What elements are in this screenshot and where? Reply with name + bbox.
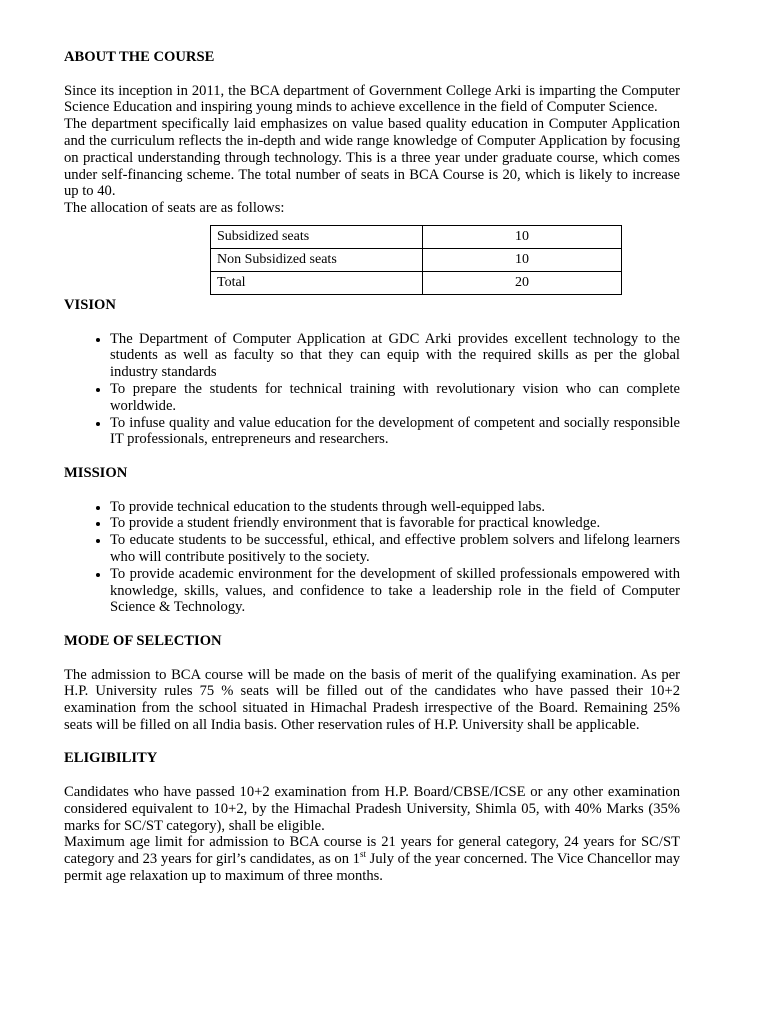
list-item: • To provide technical education to the students through well-equipped labs. — [110, 499, 680, 516]
document-content — [64, 49, 680, 885]
seat-type-cell: Total — [211, 271, 423, 294]
seat-count-cell: 20 — [423, 271, 622, 294]
age-limit-text-end: July of the year concerned. The Vice Chancellor may permit age relaxation up to maximum of three months. — [64, 851, 680, 885]
about-paragraph-2: The department specifically laid emphasizes on value based quality education in Computer Application and the curriculum reflects the in-depth and wide range knowledge of Computer Application by focusing on practical understanding through technology. This is a three year under graduate course, which comes under self-financing scheme. The total number of seats in BCA Course is 20, which is likely to increase up to 40. — [64, 116, 680, 200]
eligibility-heading: ELIGIBILITY — [64, 750, 158, 767]
selection-heading: MODE OF SELECTION — [64, 632, 222, 649]
seat-count-cell: 10 — [423, 248, 622, 271]
mission-list — [64, 499, 680, 617]
about-paragraph-3: The allocation of seats are as follows: — [64, 200, 285, 217]
list-item: • To educate students to be successful, ethical, and effective problem solvers and lifelong learners who will contribute positively to the society. — [110, 532, 680, 566]
selection-paragraph: The admission to BCA course will be made on the basis of merit of the qualifying examination. As per H.P. University rules 75 % seats will be filled out of the candidates who have passed their 10+2 examination from the school situated in Himachal Pradesh irrespective of the Board. Remaining 25% seats will be filled on all India basis. Other reservation rules of H.P. University shall be applicable. — [64, 666, 680, 733]
eligibility-paragraph-1: Candidates who have passed 10+2 examination from H.P. Board/CBSE/ICSE or any other examination considered equivalent to 10+2, by the Himachal Pradesh University, Shimla 05, with 40% Marks (35% marks for SC/ST category), shall be eligible. — [64, 784, 680, 834]
vision-list — [64, 331, 680, 449]
table-row — [211, 248, 622, 271]
age-limit-text: Maximum age limit for admission to BCA course is 21 years for general category, 24 years for SC/ST category and 23 years for girl’s candidates, as on 1 — [64, 834, 680, 868]
eligibility-paragraph-2 — [64, 834, 680, 884]
seat-type-cell: Non Subsidized seats — [211, 248, 423, 271]
list-item: • To provide a student friendly environment that is favorable for practical knowledge. — [110, 515, 680, 532]
seats-table — [210, 225, 622, 295]
ordinal-suffix: st — [359, 849, 366, 860]
list-item: • To infuse quality and value education for the development of competent and socially responsible IT professionals, entrepreneurs and researchers. — [110, 415, 680, 449]
mission-heading: MISSION — [64, 464, 128, 481]
list-item: • To prepare the students for technical training with revolutionary vision who can complete worldwide. — [110, 381, 680, 415]
vision-heading: VISION — [64, 296, 116, 313]
table-row — [211, 271, 622, 294]
about-heading: ABOUT THE COURSE — [64, 49, 215, 65]
about-paragraph-1: Since its inception in 2011, the BCA department of Government College Arki is imparting the Computer Science Education and inspiring young minds to achieve excellence in the field of Computer Science. — [64, 82, 680, 116]
list-item: • To provide academic environment for the development of skilled professionals empowered with knowledge, skills, values, and confidence to take a leadership role in the field of Computer Science & Technology. — [110, 566, 680, 616]
seat-type-cell: Subsidized seats — [211, 225, 423, 248]
table-row — [211, 225, 622, 248]
list-item: • The Department of Computer Application at GDC Arki provides excellent technology to the students as well as faculty so that they can equip with the required skills as per the global industry standards — [110, 331, 680, 381]
seat-count-cell: 10 — [423, 225, 622, 248]
